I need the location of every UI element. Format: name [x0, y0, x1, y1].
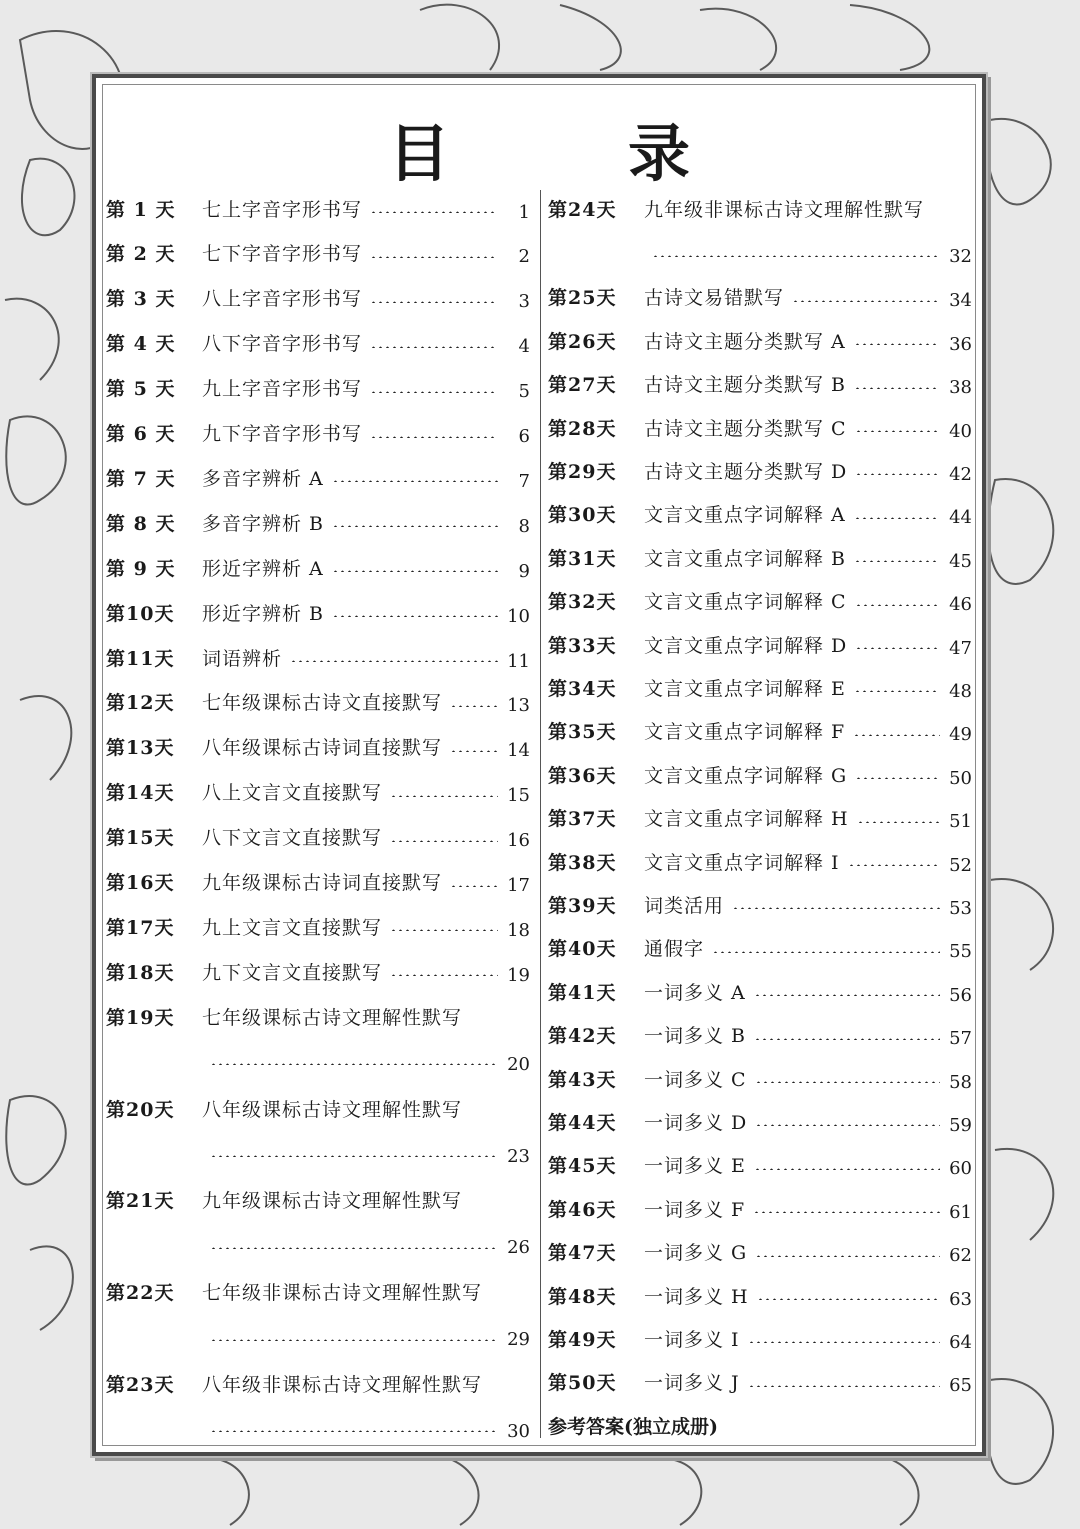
toc-entry[interactable]	[548, 665, 972, 709]
toc-day-label: 第28天	[548, 417, 617, 440]
toc-entry[interactable]	[548, 1056, 972, 1100]
toc-topic: 文言文重点字词解释 I	[644, 851, 840, 874]
toc-page-number: 61	[949, 1201, 972, 1223]
toc-day-label: 第26天	[548, 330, 617, 353]
toc-day-label: 第14天	[106, 782, 175, 805]
toc-leader-dots	[332, 570, 498, 572]
toc-entry[interactable]	[548, 405, 972, 449]
toc-page-number: 11	[507, 650, 530, 672]
toc-page-number: 20	[507, 1053, 530, 1075]
toc-page-number: 4	[518, 336, 530, 358]
toc-day-label: 第27天	[548, 374, 617, 397]
toc-topic: 九下文言文直接默写	[202, 961, 383, 984]
toc-topic: 古诗文主题分类默写 C	[644, 417, 847, 440]
toc-entry[interactable]	[106, 545, 530, 589]
toc-entry[interactable]	[106, 366, 530, 410]
toc-leader-dots	[210, 1339, 498, 1341]
toc-leader-dots	[370, 391, 498, 393]
toc-page-number: 19	[507, 964, 530, 986]
toc-entry[interactable]	[548, 622, 972, 666]
toc-page-number: 23	[507, 1145, 530, 1167]
toc-entry[interactable]	[106, 725, 530, 769]
toc-leader-dots	[754, 1038, 940, 1040]
toc-leader-dots	[792, 300, 940, 302]
toc-entry[interactable]	[548, 839, 972, 883]
toc-page-number: 8	[518, 515, 530, 537]
toc-leader-dots	[748, 1341, 940, 1343]
toc-topic: 一词多义 C	[644, 1068, 747, 1091]
toc-entry[interactable]	[106, 770, 530, 814]
toc-topic: 九年级课标古诗文理解性默写	[202, 1190, 463, 1213]
toc-topic: 文言文重点字词解释 F	[644, 721, 846, 744]
toc-leader-dots	[853, 734, 940, 736]
toc-leader-dots	[755, 1124, 940, 1126]
toc-topic: 古诗文主题分类默写 B	[644, 374, 847, 397]
toc-topic: 九上文言文直接默写	[202, 916, 383, 939]
toc-topic: 词类活用	[644, 894, 725, 917]
toc-page-number: 9	[518, 560, 530, 582]
toc-page-number: 18	[507, 919, 530, 941]
toc-day-label: 第20天	[106, 1098, 175, 1121]
answer-key-note: (独立成册)	[624, 1415, 718, 1438]
toc-leader-dots	[370, 256, 498, 258]
toc-leader-dots	[854, 517, 940, 519]
toc-leader-dots	[210, 1155, 498, 1157]
toc-entry[interactable]	[548, 1316, 972, 1360]
toc-page-number: 50	[949, 767, 972, 789]
toc-page-number: 7	[518, 470, 530, 492]
answer-key-label: 参考答案	[548, 1415, 625, 1438]
toc-page-number: 58	[949, 1071, 972, 1093]
toc-page-number: 29	[507, 1329, 530, 1351]
toc-leader-dots	[332, 615, 498, 617]
toc-leader-dots	[390, 974, 498, 976]
toc-day-label: 第25天	[548, 287, 617, 310]
toc-topic: 九上字音字形书写	[202, 378, 363, 401]
toc-day-label: 第36天	[548, 764, 617, 787]
toc-entry[interactable]	[106, 680, 530, 724]
toc-topic: 文言文重点字词解释 A	[644, 504, 846, 527]
toc-entry[interactable]	[548, 1099, 972, 1143]
toc-entry[interactable]	[106, 635, 530, 679]
toc-entry[interactable]	[106, 860, 530, 904]
toc-day-label: 第 3 天	[106, 288, 176, 311]
toc-leader-dots	[855, 430, 940, 432]
toc-topic: 一词多义 J	[644, 1372, 740, 1395]
toc-topic: 七年级非课标古诗文理解性默写	[202, 1282, 483, 1305]
toc-leader-dots	[855, 777, 940, 779]
toc-entry[interactable]	[548, 448, 972, 492]
toc-day-label: 第13天	[106, 737, 175, 760]
toc-leader-dots	[450, 885, 498, 887]
toc-day-label: 第 2 天	[106, 243, 176, 266]
toc-topic: 形近字辨析 A	[202, 557, 324, 580]
toc-leader-dots	[854, 343, 940, 345]
toc-day-label: 第41天	[548, 981, 617, 1004]
toc-page-number: 34	[949, 290, 972, 312]
toc-page-number: 57	[949, 1028, 972, 1050]
column-divider	[540, 190, 541, 1438]
toc-leader-dots	[370, 301, 498, 303]
toc-day-label: 第19天	[106, 1006, 175, 1029]
toc-leader-dots	[210, 1247, 498, 1249]
toc-topic: 九年级课标古诗词直接默写	[202, 872, 443, 894]
toc-day-label: 第32天	[548, 591, 617, 614]
toc-page-number: 2	[518, 246, 530, 268]
toc-leader-dots	[854, 387, 940, 389]
toc-topic: 八上文言文直接默写	[202, 782, 383, 805]
toc-entry[interactable]	[106, 500, 530, 544]
toc-page-number: 14	[507, 740, 530, 762]
toc-page-number: 49	[949, 724, 972, 746]
toc-day-label: 第49天	[548, 1328, 617, 1351]
toc-topic: 七下字音字形书写	[202, 243, 363, 266]
toc-leader-dots	[757, 1298, 940, 1300]
toc-day-label: 第 7 天	[106, 467, 176, 490]
toc-day-label: 第38天	[548, 851, 617, 874]
toc-page-number: 53	[949, 897, 972, 919]
toc-leader-dots	[370, 211, 498, 213]
toc-entry[interactable]	[106, 186, 530, 230]
toc-topic: 一词多义 B	[644, 1025, 747, 1048]
toc-entry[interactable]	[548, 1013, 972, 1057]
toc-day-label: 第12天	[106, 692, 175, 715]
toc-entry[interactable]	[106, 1270, 530, 1358]
toc-topic: 多音字辨析 A	[202, 467, 324, 490]
toc-day-label: 第15天	[106, 827, 175, 850]
toc-page-number: 51	[949, 811, 972, 833]
toc-leader-dots	[748, 1385, 940, 1387]
toc-entry[interactable]	[548, 1143, 972, 1187]
toc-page-number: 55	[949, 941, 972, 963]
toc-entry[interactable]	[548, 1230, 972, 1274]
toc-topic: 文言文重点字词解释 B	[644, 547, 847, 570]
toc-entry[interactable]	[548, 926, 972, 970]
toc-leader-dots	[855, 473, 940, 475]
toc-topic: 多音字辨析 B	[202, 512, 325, 535]
toc-topic: 一词多义 G	[644, 1242, 748, 1265]
toc-day-label: 第23天	[106, 1373, 175, 1396]
toc-leader-dots	[848, 864, 940, 866]
toc-page-number: 38	[949, 377, 972, 399]
toc-day-label: 第16天	[106, 872, 175, 894]
toc-entry[interactable]	[548, 1186, 972, 1230]
toc-page-number: 16	[507, 830, 530, 852]
toc-topic: 文言文重点字词解释 D	[644, 634, 848, 657]
toc-topic: 古诗文主题分类默写 A	[644, 330, 846, 353]
toc-topic: 一词多义 F	[644, 1198, 746, 1221]
toc-page-number: 60	[949, 1158, 972, 1180]
toc-topic: 七年级课标古诗文理解性默写	[202, 1006, 463, 1029]
toc-frame	[92, 74, 986, 1456]
toc-leader-dots	[754, 1168, 940, 1170]
toc-leader-dots	[732, 907, 940, 909]
toc-topic: 文言文重点字词解释 H	[644, 808, 849, 831]
toc-topic: 九年级非课标古诗文理解性默写	[644, 198, 925, 221]
toc-day-label: 第24天	[548, 198, 617, 221]
toc-page-number: 13	[507, 695, 530, 717]
toc-entry[interactable]	[548, 752, 972, 796]
toc-leader-dots	[857, 821, 940, 823]
page-title: 目 录	[387, 117, 748, 190]
toc-day-label: 第31天	[548, 547, 617, 570]
toc-day-label: 第 9 天	[106, 557, 176, 580]
toc-leader-dots	[712, 951, 940, 953]
toc-entry[interactable]	[106, 590, 530, 634]
toc-entry[interactable]	[548, 186, 972, 274]
toc-entry[interactable]	[548, 492, 972, 536]
toc-page-number: 1	[518, 201, 530, 223]
toc-page-number: 56	[949, 984, 972, 1006]
toc-leader-dots	[332, 480, 498, 482]
toc-entry[interactable]	[548, 709, 972, 753]
toc-leader-dots	[450, 750, 498, 752]
toc-page-number: 40	[949, 420, 972, 442]
toc-page-number: 64	[949, 1331, 972, 1353]
toc-day-label: 第42天	[548, 1025, 617, 1048]
toc-topic: 一词多义 E	[644, 1155, 746, 1178]
toc-day-label: 第 8 天	[106, 512, 176, 535]
toc-page-number: 32	[949, 245, 972, 267]
toc-topic: 形近字辨析 B	[202, 602, 325, 625]
toc-day-label: 第34天	[548, 677, 617, 700]
toc-day-label: 第46天	[548, 1198, 617, 1221]
toc-topic: 七年级课标古诗文直接默写	[202, 692, 443, 715]
toc-entry[interactable]	[548, 969, 972, 1013]
toc-page-number: 6	[518, 426, 530, 447]
toc-leader-dots	[753, 1211, 940, 1213]
toc-leader-dots	[210, 1063, 498, 1065]
toc-entry[interactable]	[106, 231, 530, 275]
toc-day-label: 第 4 天	[106, 333, 176, 356]
toc-entry[interactable]	[106, 815, 530, 859]
toc-entry[interactable]	[106, 949, 530, 993]
toc-day-label: 第39天	[548, 894, 617, 917]
toc-day-label: 第21天	[106, 1190, 175, 1213]
toc-entry[interactable]	[548, 579, 972, 623]
toc-topic: 文言文重点字词解释 G	[644, 764, 848, 787]
toc-day-label: 第48天	[548, 1285, 617, 1308]
toc-topic: 八下字音字形书写	[202, 333, 363, 356]
toc-leader-dots	[855, 647, 940, 649]
toc-entry[interactable]	[106, 276, 530, 320]
toc-entry[interactable]	[548, 1360, 972, 1404]
toc-topic: 八年级课标古诗词直接默写	[202, 737, 443, 760]
toc-page-number: 10	[507, 605, 530, 627]
toc-page-number: 42	[949, 463, 972, 485]
toc-page-number: 3	[518, 291, 530, 313]
toc-day-label: 第30天	[548, 504, 617, 527]
toc-leader-dots	[755, 1255, 940, 1257]
toc-page-number: 52	[949, 854, 972, 876]
toc-day-label: 第17天	[106, 916, 175, 939]
toc-leader-dots	[290, 660, 498, 662]
toc-page-number: 15	[507, 785, 530, 807]
toc-day-label: 第10天	[106, 602, 175, 625]
toc-entry[interactable]	[106, 1086, 530, 1174]
toc-entry[interactable]	[548, 535, 972, 579]
toc-entry[interactable]	[106, 1178, 530, 1266]
toc-entry[interactable]	[106, 994, 530, 1082]
toc-topic: 八年级非课标古诗文理解性默写	[202, 1373, 483, 1396]
toc-topic: 一词多义 I	[644, 1328, 740, 1351]
toc-leader-dots	[754, 994, 940, 996]
toc-day-label: 第 6 天	[106, 423, 176, 445]
toc-leader-dots	[855, 604, 940, 606]
toc-leader-dots	[210, 1430, 498, 1432]
toc-day-label: 第35天	[548, 721, 617, 744]
toc-day-label: 第22天	[106, 1282, 175, 1305]
toc-entry[interactable]	[548, 275, 972, 319]
toc-topic: 一词多义 D	[644, 1111, 748, 1134]
toc-page-number: 30	[507, 1420, 530, 1442]
toc-topic: 古诗文主题分类默写 D	[644, 460, 848, 483]
toc-topic: 通假字	[644, 938, 705, 961]
toc-leader-dots	[755, 1081, 940, 1083]
toc-entry[interactable]	[106, 411, 530, 455]
toc-day-label: 第43天	[548, 1068, 617, 1091]
toc-day-label: 第44天	[548, 1111, 617, 1134]
toc-page-number: 44	[949, 507, 972, 529]
toc-day-label: 第50天	[548, 1372, 617, 1395]
toc-topic: 词语辨析	[202, 647, 283, 670]
toc-page-number: 48	[949, 680, 972, 702]
toc-page-number: 45	[949, 550, 972, 572]
toc-leader-dots	[854, 690, 940, 692]
toc-leader-dots	[390, 929, 498, 931]
toc-page-number: 5	[518, 381, 530, 403]
toc-page-number: 17	[507, 875, 530, 896]
toc-topic: 八上字音字形书写	[202, 288, 363, 311]
toc-day-label: 第29天	[548, 460, 617, 483]
toc-day-label: 第11天	[106, 647, 175, 670]
toc-page-number: 36	[949, 333, 972, 355]
toc-entry[interactable]	[106, 1361, 530, 1449]
toc-leader-dots	[370, 436, 498, 438]
toc-day-label: 第45天	[548, 1155, 617, 1178]
toc-entry[interactable]	[106, 321, 530, 365]
toc-topic: 八下文言文直接默写	[202, 827, 383, 850]
toc-entry[interactable]	[548, 796, 972, 840]
toc-day-label: 第37天	[548, 808, 617, 831]
toc-entry[interactable]	[548, 362, 972, 406]
toc-leader-dots	[370, 346, 498, 348]
answer-key-entry[interactable]	[548, 1403, 972, 1447]
toc-topic: 一词多义 H	[644, 1285, 749, 1308]
toc-entry[interactable]	[548, 318, 972, 362]
toc-topic: 九下字音字形书写	[202, 423, 363, 445]
toc-leader-dots	[390, 840, 498, 842]
toc-leader-dots	[450, 705, 498, 707]
toc-leader-dots	[390, 795, 498, 797]
toc-entry[interactable]	[548, 1273, 972, 1317]
toc-day-label: 第18天	[106, 961, 175, 984]
toc-entry[interactable]	[106, 455, 530, 499]
toc-day-label: 第47天	[548, 1242, 617, 1265]
toc-entry[interactable]	[548, 882, 972, 926]
toc-entry[interactable]	[106, 904, 530, 948]
toc-day-label: 第40天	[548, 938, 617, 961]
toc-page-number: 46	[949, 594, 972, 616]
toc-day-label: 第 5 天	[106, 378, 176, 401]
toc-topic: 七上字音字形书写	[202, 198, 363, 221]
toc-page-number: 47	[949, 637, 972, 659]
toc-leader-dots	[332, 525, 498, 527]
toc-topic: 文言文重点字词解释 C	[644, 591, 847, 614]
toc-leader-dots	[652, 255, 940, 257]
toc-day-label: 第33天	[548, 634, 617, 657]
toc-page-number: 65	[949, 1375, 972, 1397]
toc-topic: 一词多义 A	[644, 981, 746, 1004]
toc-day-label: 第 1 天	[106, 198, 176, 221]
toc-topic: 文言文重点字词解释 E	[644, 677, 846, 700]
toc-page-number: 63	[949, 1288, 972, 1310]
toc-page-number: 59	[949, 1114, 972, 1136]
toc-topic: 古诗文易错默写	[644, 287, 785, 310]
toc-page-number: 26	[507, 1237, 530, 1259]
toc-page-number: 62	[949, 1245, 972, 1267]
toc-leader-dots	[854, 560, 940, 562]
toc-topic: 八年级课标古诗文理解性默写	[202, 1098, 463, 1121]
